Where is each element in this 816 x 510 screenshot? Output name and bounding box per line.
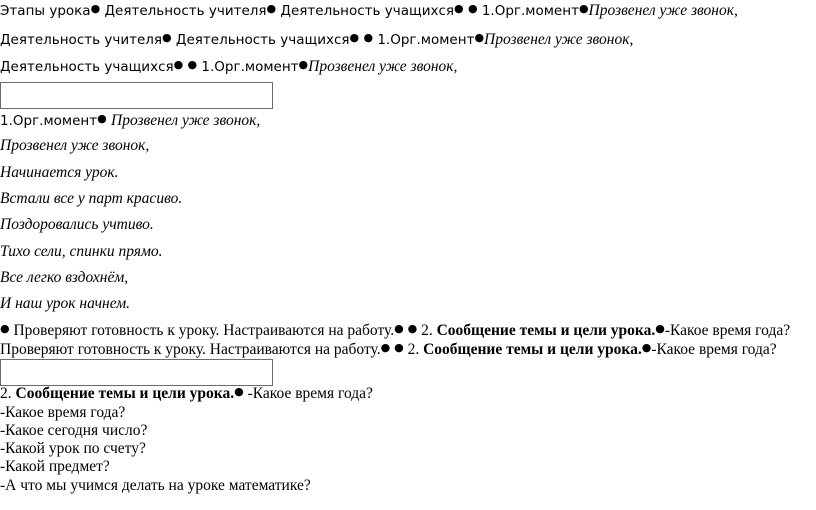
intro-phrase: Прозвенел уже звонок,: [484, 31, 634, 48]
bullet-icon: ●: [90, 2, 101, 15]
first-question: -Какое время года?: [664, 322, 791, 339]
stage2-title: Сообщение темы и цели урока.: [436, 322, 656, 339]
intro-phrase: Прозвенел уже звонок,: [588, 2, 738, 19]
poem-line: Начинается урок.: [0, 164, 119, 181]
question-item: -А что мы учимся делать на уроке математике?: [0, 477, 311, 494]
students-activity: Проверяют готовность к уроку. Настраиваются на работу.: [13, 322, 395, 339]
header-row-1: [0, 2, 738, 20]
bullet-icon: ●: [187, 58, 198, 71]
stage2-number: 2.: [0, 385, 12, 402]
activity-row-2: [0, 341, 777, 359]
teacher-label: Деятельность учителя: [0, 32, 163, 48]
stage-label: Этапы урока: [0, 3, 91, 19]
students-label: Деятельность учащихся: [175, 32, 350, 48]
bullet-icon: ●: [266, 2, 277, 15]
header-row-2: [0, 31, 633, 49]
empty-table-cell: [0, 359, 273, 386]
poem-line: Тихо сели, спинки прямо.: [0, 243, 163, 260]
bullet-icon: ●: [454, 2, 464, 15]
bullet-icon: ●: [394, 341, 404, 354]
bullet-icon: ●: [467, 2, 478, 15]
students-label: Деятельность учащихся: [0, 59, 174, 75]
stage2-title-row: [0, 385, 373, 403]
bullet-icon: ●: [641, 341, 652, 354]
stage1-title-row: [0, 112, 260, 130]
poem-line: Прозвенел уже звонок,: [0, 137, 150, 154]
students-label: Деятельность учащихся: [280, 3, 455, 19]
first-question: -Какое время года?: [651, 341, 777, 358]
stage2-number: 2.: [421, 322, 433, 339]
bullet-icon: ●: [162, 31, 172, 44]
poem-line: Поздоровались учтиво.: [0, 216, 154, 233]
bullet-icon: ●: [97, 112, 107, 125]
bullet-icon: ●: [655, 322, 665, 335]
bullet-icon: ●: [394, 322, 404, 335]
stage1-title: 1.Орг.момент: [0, 113, 98, 129]
bullet-icon: ●: [349, 31, 360, 44]
empty-table-cell: [0, 82, 273, 109]
bullet-icon: ●: [298, 58, 309, 71]
bullet-icon: ●: [380, 341, 391, 354]
bullet-icon: ●: [578, 2, 589, 15]
org-moment-label: 1.Орг.момент: [201, 59, 299, 75]
bullet-icon: ●: [0, 322, 10, 335]
poem-line: Все легко вздохнём,: [0, 269, 129, 286]
bullet-icon: ●: [173, 58, 184, 71]
first-question: -Какое время года?: [243, 385, 373, 402]
teacher-label: Деятельность учителя: [104, 3, 267, 19]
header-row-3: [0, 58, 457, 76]
org-moment-label: 1.Орг.момент: [377, 32, 475, 48]
activity-row-1: [0, 322, 790, 340]
bullet-icon: ●: [474, 31, 485, 44]
question-item: -Какое сегодня число?: [0, 422, 148, 439]
stage2-title: Сообщение темы и цели урока.: [423, 341, 642, 358]
bullet-icon: ●: [363, 31, 374, 44]
poem-line: Встали все у парт красиво.: [0, 190, 183, 207]
students-activity: Проверяют готовность к уроку. Настраиваются на работу.: [0, 341, 381, 358]
org-moment-label: 1.Орг.момент: [481, 3, 579, 19]
question-item: -Какой предмет?: [0, 458, 110, 475]
poem-line: И наш урок начнем.: [0, 295, 130, 312]
bullet-icon: ●: [234, 385, 244, 398]
question-item: -Какое время года?: [0, 404, 126, 421]
stage2-title: Сообщение темы и цели урока.: [15, 385, 235, 402]
intro-phrase: Прозвенел уже звонок,: [308, 58, 458, 75]
poem-line-first: Прозвенел уже звонок,: [111, 112, 261, 129]
bullet-icon: ●: [407, 322, 418, 335]
question-item: -Какой урок по счету?: [0, 440, 146, 457]
stage2-number: 2.: [407, 341, 420, 358]
